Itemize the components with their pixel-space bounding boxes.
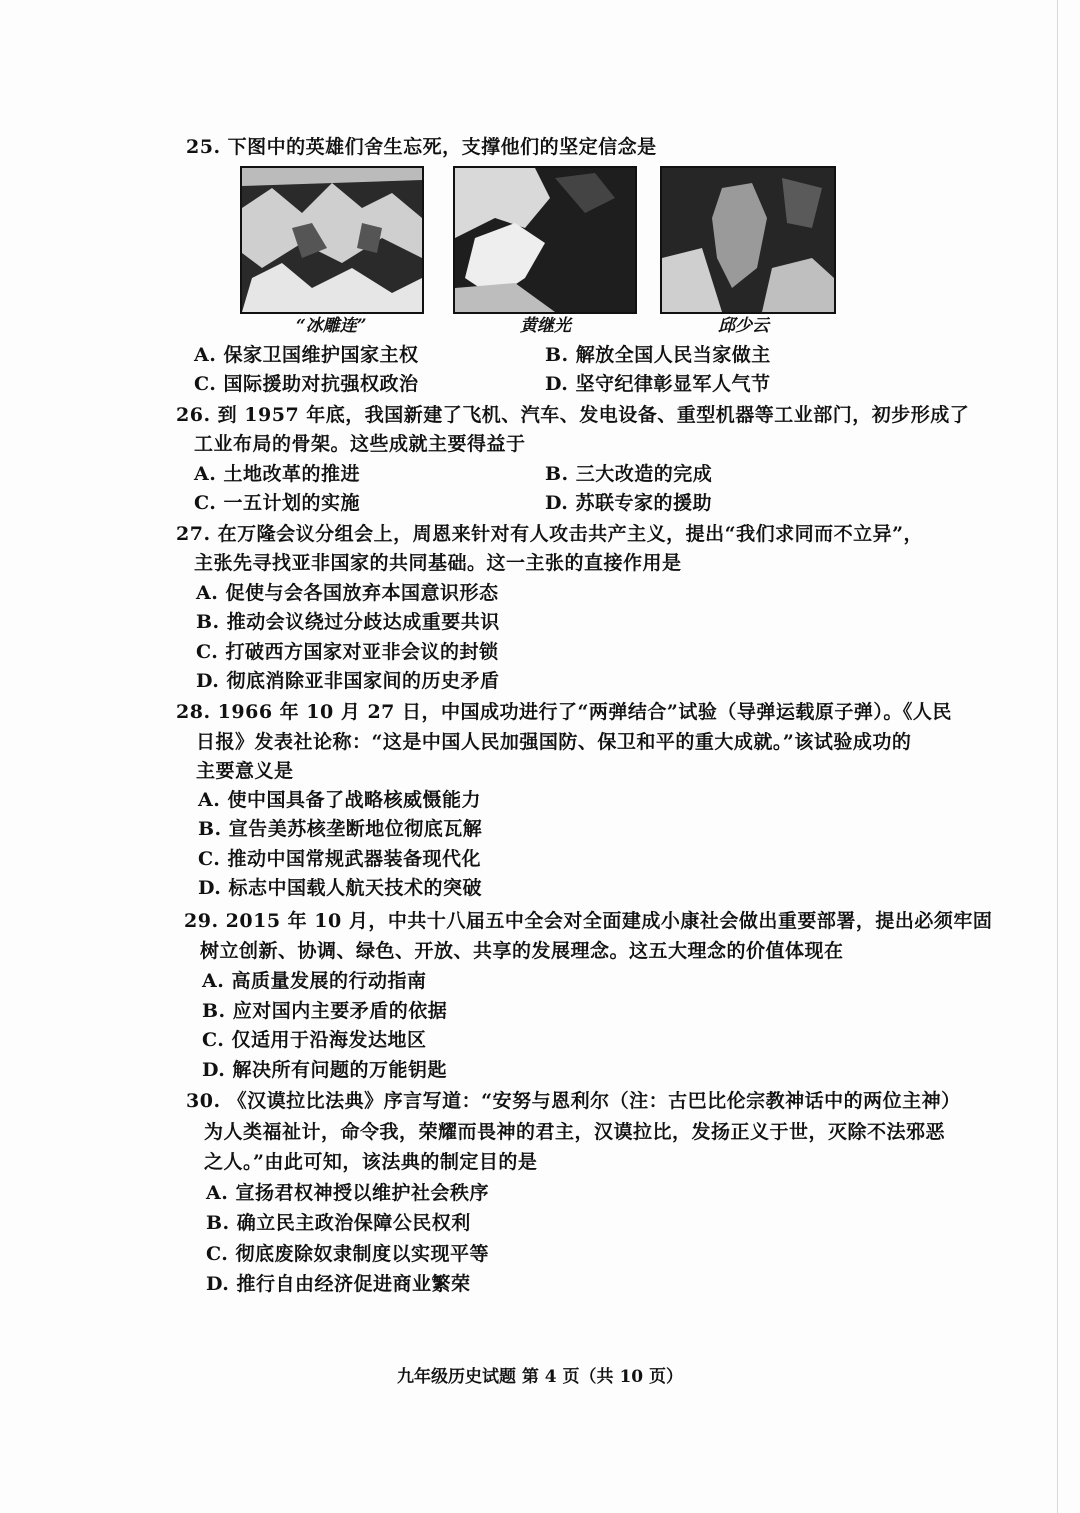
q25-option-c: C. 国际援助对抗强权政治 [194,373,419,395]
q30-stem-line1: 30. 《汉谟拉比法典》序言写道：“安努与恩利尔（注：古巴比伦宗教神话中的两位主神） [186,1090,961,1112]
q28-option-d: D. 标志中国载人航天技术的突破 [198,877,483,899]
caption-qiu-shaoyun: 邱少云 [718,316,769,336]
q26-option-b: B. 三大改造的完成 [545,463,713,485]
q25-option-d: D. 坚守纪律彰显军人气节 [545,373,771,395]
q30-option-a: A. 宣扬君权神授以维护社会秩序 [206,1182,489,1204]
photo-huang-jiguang [453,166,637,314]
q26-option-d: D. 苏联专家的援助 [545,492,713,514]
q29-option-c: C. 仅适用于沿海发达地区 [202,1029,427,1051]
q28-option-a: A. 使中国具备了战略核威慑能力 [198,789,481,811]
q28-stem-line2: 日报》发表社论称：“这是中国人民加强国防、保卫和平的重大成就。”该试验成功的 [196,731,912,753]
q28-stem-line1: 28. 1966 年 10 月 27 日，中国成功进行了“两弹结合”试验（导弹运载原子弹）。《人民 [176,701,952,723]
q26-stem-line1: 26. 到 1957 年底，我国新建了飞机、汽车、发电设备、重型机器等工业部门，初步形成了 [176,404,970,426]
q30-option-c: C. 彻底废除奴隶制度以实现平等 [206,1243,490,1265]
q29-option-a: A. 高质量发展的行动指南 [202,970,427,992]
q27-option-b: B. 推动会议绕过分歧达成重要共识 [196,611,500,633]
q29-stem-line2: 树立创新、协调、绿色、开放、共享的发展理念。这五大理念的价值体现在 [200,940,844,962]
q25-option-a: A. 保家卫国维护国家主权 [194,344,419,366]
q25-option-b: B. 解放全国人民当家做主 [545,344,771,366]
q30-option-b: B. 确立民主政治保障公民权利 [206,1212,471,1234]
q27-option-d: D. 彻底消除亚非国家间的历史矛盾 [196,670,500,692]
photo-qiu-shaoyun [660,166,836,314]
caption-huang-jiguang: 黄继光 [520,316,571,336]
q30-stem-line2: 为人类福祉计，命令我，荣耀而畏神的君主，汉谟拉比，发扬正义于世，灭除不法邪恶 [204,1121,946,1143]
q30-option-d: D. 推行自由经济促进商业繁荣 [206,1273,471,1295]
q27-stem-line2: 主张先寻找亚非国家的共同基础。这一主张的直接作用是 [194,552,682,574]
page-footer: 九年级历史试题 第 4 页（共 10 页） [396,1367,684,1387]
q27-stem-line1: 27. 在万隆会议分组会上，周恩来针对有人攻击共产主义，提出“我们求同而不立异”， [176,523,924,545]
q26-option-a: A. 土地改革的推进 [194,463,360,485]
q29-option-b: B. 应对国内主要矛盾的依据 [202,1000,448,1022]
q27-option-a: A. 促使与会各国放弃本国意识形态 [196,582,499,604]
q30-stem-line3: 之人。”由此可知，该法典的制定目的是 [204,1151,538,1173]
q27-option-c: C. 打破西方国家对亚非会议的封锁 [196,641,499,663]
photo-ice-sculpture-company [240,166,424,314]
q28-option-c: C. 推动中国常规武器装备现代化 [198,848,482,870]
q29-stem-line1: 29. 2015 年 10 月，中共十八届五中全会对全面建成小康社会做出重要部署，提出必须牢固 [184,910,993,932]
q26-option-c: C. 一五计划的实施 [194,492,361,514]
page-edge-divider [1057,0,1058,1513]
q25-stem: 25. 下图中的英雄们舍生忘死，支撑他们的坚定信念是 [186,136,657,158]
q28-stem-line3: 主要意义是 [196,760,294,782]
caption-ice-sculpture-company: “冰雕连” [296,316,367,336]
q28-option-b: B. 宣告美苏核垄断地位彻底瓦解 [198,818,483,840]
q26-stem-line2: 工业布局的骨架。这些成就主要得益于 [194,433,526,455]
q29-option-d: D. 解决所有问题的万能钥匙 [202,1059,448,1081]
